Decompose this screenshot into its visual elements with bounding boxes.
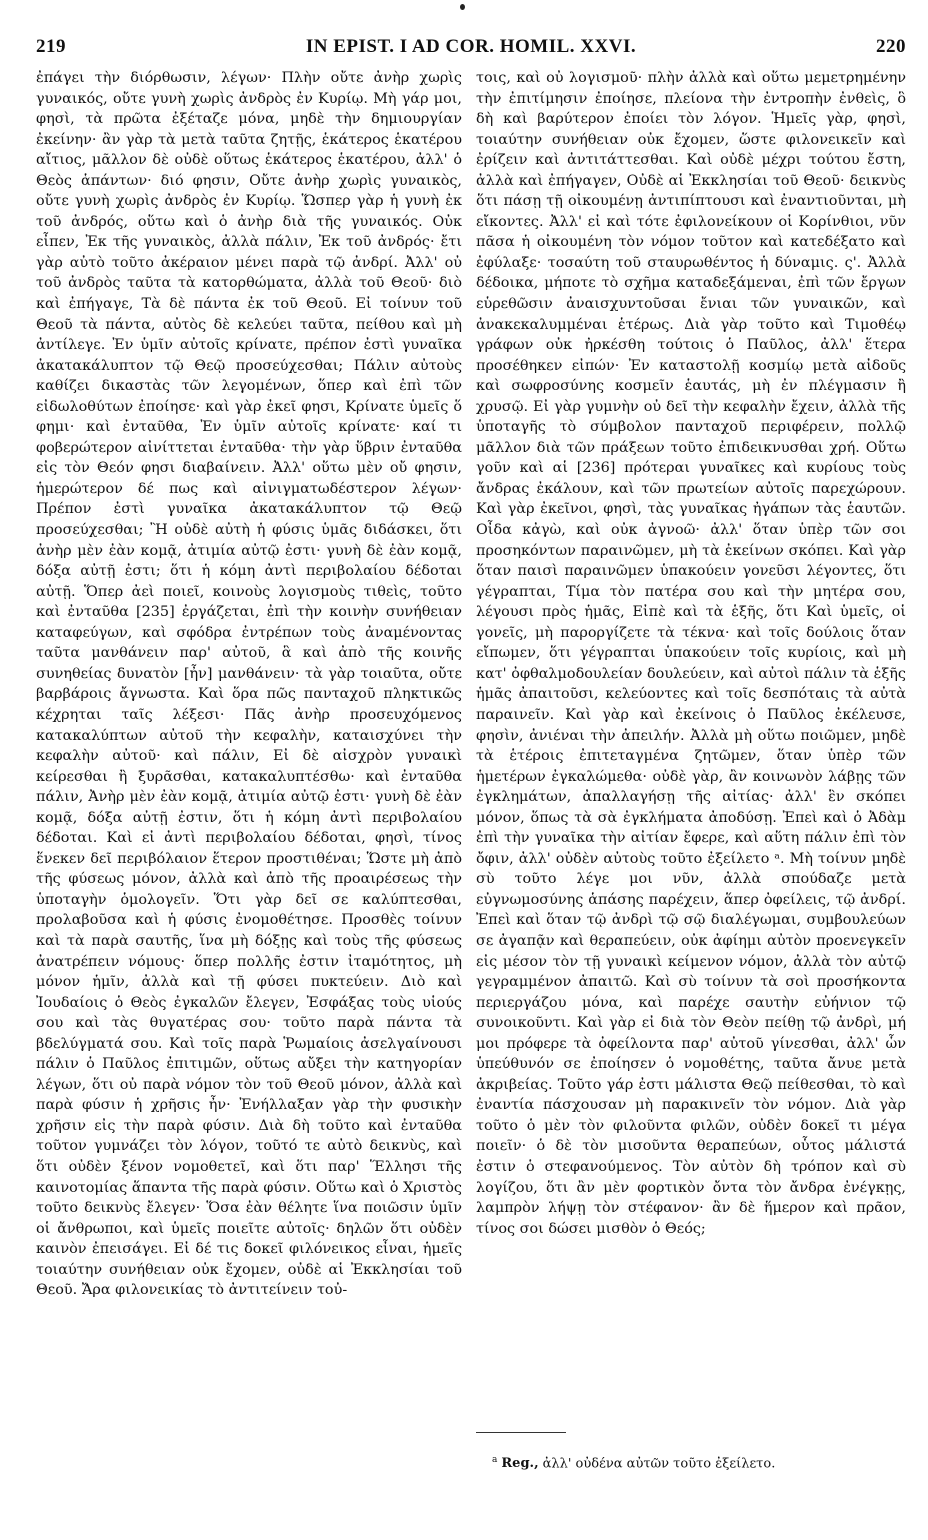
left-column [36,68,462,1508]
footnote-text: ἀλλ' οὐδένα αὐτῶν τοῦτο ἐξείλετο. [542,1456,776,1472]
running-title: IN EPIST. I AD COR. HOMIL. XXVI. [305,36,637,57]
right-column [476,68,906,1508]
footnote-rule [476,1432,566,1433]
left-column-text: ἐπάγει τὴν διόρθωσιν, λέγων· Πλὴν οὔτε ἀνὴρ χωρὶς γυναικός, οὔτε γυνὴ χωρὶς ἀνδρὸς ἐν Κυρίῳ. Μὴ γάρ μοι, φησὶ, τὰ πρῶτα ἐξέταζε μόνα, μηδὲ τὴν δημιουργίαν ἐκείνην· ἂν γὰρ τὰ μετὰ ταῦτα ζητῇς, ἑκάτερος ἑκατέρου αἴτιος, μᾶλλον δὲ οὐδὲ οὕτως ἑκάτερος ἑκατέρου, ἀλλ' ὁ Θεὸς ἁπάντων· διό φησιν, Οὔτε ἀνὴρ χωρὶς γυναικὸς, οὔτε γυνὴ χωρὶς ἀνδρὸς ἐν Κυρίῳ. Ὥσπερ γὰρ ἡ γυνὴ ἐκ τοῦ ἀνδρός, οὕτω καὶ ὁ ἀνὴρ διὰ τῆς γυναικός. Οὐκ εἶπεν, Ἐκ τῆς γυναικὸς, ἀλλὰ πάλιν, Ἐκ τοῦ ἀνδρός· ἔτι γὰρ αὐτὸ τοῦτο ἀκέραιον μένει παρὰ τῷ ἀνδρί. Ἀλλ' οὐ τοῦ ἀνδρὸς ταῦτα τὰ κατορθώματα, ἀλλὰ τοῦ Θεοῦ· διὸ καὶ ἐπήγαγε, Τὰ δὲ πάντα ἐκ τοῦ Θεοῦ. Εἰ τοίνυν τοῦ Θεοῦ τὰ πάντα, αὐτὸς δὲ κελεύει ταῦτα, πείθου καὶ μὴ ἀντίλεγε. Ἐν ὑμῖν αὐτοῖς κρίνατε, πρέπον ἐστὶ γυναῖκα ἀκατακάλυπτον τῷ Θεῷ προσεύχεσθαι; Πάλιν αὐτοὺς καθίζει δικαστὰς τῶν λεγομένων, ὅπερ καὶ ἐπὶ τῶν εἰδωλοθύτων ἐποίησε· καὶ γὰρ ἐκεῖ φησι, Κρίνατε ὑμεῖς ὅ φημι· καὶ ἐνταῦθα, Ἐν ὑμῖν αὐτοῖς κρίνατε· καί τι φοβερώτερον αἰνίττεται ἐνταῦθα· τὴν γὰρ ὕβριν ἐνταῦθα εἰς τὸν Θεόν φησι διαβαίνειν. Ἀλλ' οὕτω μὲν οὔ φησιν, ἡμερώτερον δέ πως καὶ αἰνιγματωδέστερον λέγων· Πρέπον ἐστὶ γυναῖκα ἀκατακάλυπτον τῷ Θεῷ προσεύχεσθαι; Ἢ οὐδὲ αὐτὴ ἡ φύσις ὑμᾶς διδάσκει, ὅτι ἀνὴρ μὲν ἐὰν κομᾷ, ἀτιμία αὐτῷ ἐστι· γυνὴ δὲ ἐὰν κομᾷ, δόξα αὐτῇ ἐστι; ὅτι ἡ κόμη ἀντὶ περιβολαίου δέδοται αὐτῇ. Ὅπερ ἀεὶ ποιεῖ, κοινοὺς λογισμοὺς τιθεὶς, τοῦτο καὶ ἐνταῦθα [235] ἐργάζεται, ἐπὶ τὴν κοινὴν συνήθειαν καταφεύγων, καὶ σφόδρα ἐντρέπων τοὺς ἀναμένοντας ταῦτα μανθάνειν παρ' αὐτοῦ, ἃ καὶ ἀπὸ τῆς κοινῆς συνηθείας δυνατὸν [ἦν] μανθάνειν· τὰ γὰρ τοιαῦτα, οὔτε βαρβάροις ἄγνωστα. Καὶ ὅρα πῶς πανταχοῦ πληκτικῶς κέχρηται ταῖς λέξεσι· Πᾶς ἀνὴρ προσευχόμενος κατακαλύπτων αὐτοῦ τὴν κεφαλὴν, καταισχύνει τὴν κεφαλὴν αὐτοῦ· καὶ πάλιν, Εἰ δὲ αἰσχρὸν γυναικὶ κείρεσθαι ἢ ξυρᾶσθαι, κατακαλυπτέσθω· καὶ ἐνταῦθα πάλιν, Ἀνὴρ μὲν ἐὰν κομᾷ, ἀτιμία αὐτῷ ἐστι· γυνὴ δὲ ἐὰν κομᾷ, δόξα αὐτῇ ἐστιν, ὅτι ἡ κόμη ἀντὶ περιβολαίου δέδοται. Καὶ εἰ ἀντὶ περιβολαίου δέδοται, φησὶ, τίνος ἕνεκεν δεῖ περιβόλαιον ἕτερον προστιθέναι; Ὥστε μὴ ἀπὸ τῆς φύσεως μόνον, ἀλλὰ καὶ ἀπὸ τῆς προαιρέσεως τὴν ὑποταγὴν ὁμολογεῖν. Ὅτι γὰρ δεῖ σε καλύπτεσθαι, προλαβοῦσα καὶ ἡ φύσις ἐνομοθέτησε. Προσθὲς τοίνυν καὶ τὰ παρὰ σαυτῆς, ἵνα μὴ δόξῃς καὶ τοὺς τῆς φύσεως ἀνατρέπειν νόμους· ὅπερ πολλῆς ἐστιν ἰταμότητος, μὴ μόνον ἡμῖν, ἀλλὰ καὶ τῇ φύσει πυκτεύειν. Διὸ καὶ Ἰουδαίοις ὁ Θεὸς ἐγκαλῶν ἔλεγεν, Ἐσφάξας τοὺς υἱούς σου καὶ τὰς θυγατέρας σου· τοῦτο παρὰ πάντα τὰ βδελύγματά σου. Καὶ τοῖς παρὰ Ῥωμαίοις ἀσελγαίνουσι πάλιν ὁ Παῦλος ἐπιτιμῶν, οὕτως αὔξει τὴν κατηγορίαν λέγων, ὅτι οὐ παρὰ νόμον τὸν τοῦ Θεοῦ μόνον, ἀλλὰ καὶ παρὰ φύσιν ἡ χρῆσις ἦν· Ἐνήλλαξαν γὰρ τὴν φυσικὴν χρῆσιν εἰς τὴν παρὰ φύσιν. Διὰ δὴ τοῦτο καὶ ἐνταῦθα τοῦτον γυμνάζει τὸν λόγον, τοῦτό τε αὐτὸ δεικνὺς, καὶ ὅτι οὐδὲν ξένον νομοθετεῖ, καὶ ὅτι παρ' Ἕλλησι τῆς καινοτομίας ἅπαντα τῆς παρὰ φύσιν. Οὕτω καὶ ὁ Χριστὸς τοῦτο δεικνὺς ἔλεγεν· Ὅσα ἐὰν θέλητε ἵνα ποιῶσιν ὑμῖν οἱ ἄνθρωποι, καὶ ὑμεῖς ποιεῖτε αὐτοῖς· δηλῶν ὅτι οὐδὲν καινὸν ἐπεισάγει. Εἰ δέ τις δοκεῖ φιλόνεικος εἶναι, ἡμεῖς τοιαύτην συνήθειαν οὐκ ἔχομεν, οὐδὲ αἱ Ἐκκλησίαι τοῦ Θεοῦ. Ἄρα φιλονεικίας τὸ ἀντιτείνειν τοὐ- [36,70,462,1299]
page-number-right: 220 [876,36,906,57]
running-header [36,36,906,62]
footnote-source: Reg., [501,1456,539,1472]
right-column-text: τοις, καὶ οὐ λογισμοῦ· πλὴν ἀλλὰ καὶ οὕτω μεμετρημένην τὴν ἐπιτίμησιν ἐποίησε, πλείονα τὴν ἐντροπὴν ἐνθεὶς, ὃ δὴ καὶ βαρύτερον ἐποίει τὸν λόγον. Ἡμεῖς γὰρ, φησὶ, τοιαύτην συνήθειαν οὐκ ἔχομεν, ὥστε φιλονεικεῖν καὶ ἐρίζειν καὶ ἀντιτάττεσθαι. Καὶ οὐδὲ μέχρι τούτου ἔστη, ἀλλὰ καὶ ἐπήγαγεν, Οὐδὲ αἱ Ἐκκλησίαι τοῦ Θεοῦ· δεικνὺς ὅτι πάσῃ τῇ οἰκουμένῃ ἀντιπίπτουσι καὶ ἐναντιοῦνται, μὴ εἴκοντες. Ἀλλ' εἰ καὶ τότε ἐφιλονείκουν οἱ Κορίνθιοι, νῦν πᾶσα ἡ οἰκουμένη τὸν νόμον τοῦτον καὶ κατεδέξατο καὶ ἐφύλαξε· τοσαύτη τοῦ σταυρωθέντος ἡ δύναμις. ς'. Ἀλλὰ δέδοικα, μήποτε τὸ σχῆμα καταδεξάμεναι, ἐπὶ τῶν ἔργων εὑρεθῶσιν ἀναισχυντοῦσαι ἔνιαι τῶν γυναικῶν, καὶ ἀνακεκαλυμμέναι ἑτέρως. Διὰ γὰρ τοῦτο καὶ Τιμοθέῳ γράφων οὐκ ἠρκέσθη τούτοις ὁ Παῦλος, ἀλλ' ἕτερα προσέθηκεν εἰπών· Ἐν καταστολῇ κοσμίῳ μετὰ αἰδοῦς καὶ σωφροσύνης κοσμεῖν ἑαυτάς, μὴ ἐν πλέγμασιν ἢ χρυσῷ. Εἰ γὰρ γυμνὴν οὐ δεῖ τὴν κεφαλὴν ἔχειν, ἀλλὰ τῆς ὑποταγῆς τὸ σύμβολον πανταχοῦ περιφέρειν, πολλῷ μᾶλλον διὰ τῶν πράξεων τοῦτο ἐπιδεικνυσθαι χρή. Οὕτω γοῦν καὶ αἱ [236] πρότεραι γυναῖκες καὶ κυρίους τοὺς ἄνδρας ἐκάλουν, καὶ τῶν πρωτείων αὐτοῖς παρεχώρουν. Καὶ γὰρ ἐκεῖνοι, φησὶ, τὰς γυναῖκας ἠγάπων τὰς ἑαυτῶν. Οἶδα κἀγὼ, καὶ οὐκ ἀγνοῶ· ἀλλ' ὅταν ὑπὲρ τῶν σοι προσηκόντων παραινῶμεν, μὴ τὰ ἐκείνων σκόπει. Καὶ γὰρ ὅταν παισὶ παραινῶμεν ὑπακούειν γονεῦσι λέγοντες, ὅτι γέγραπται, Τίμα τὸν πατέρα σου καὶ τὴν μητέρα σου, λέγουσι πρὸς ἡμᾶς, Εἰπὲ καὶ τὰ ἑξῆς, ὅτι Καὶ ὑμεῖς, οἱ γονεῖς, μὴ παροργίζετε τὰ τέκνα· καὶ τοῖς δούλοις ὅταν εἴπωμεν, ὅτι γέγραπται ὑπακούειν τοῖς κυρίοις, καὶ μὴ κατ' ὀφθαλμοδουλείαν δουλεύειν, καὶ αὐτοὶ πάλιν τὰ ἑξῆς ἡμᾶς ἀπαιτοῦσι, κελεύοντες καὶ τοῖς δεσπόταις τὰ αὐτὰ παραινεῖν. Καὶ γὰρ καὶ ἐκείνοις ὁ Παῦλος ἐκέλευσε, φησὶν, ἀνιέναι τὴν ἀπειλήν. Ἀλλὰ μὴ οὕτω ποιῶμεν, μηδὲ τὰ ἑτέροις ἐπιτεταγμένα ζητῶμεν, ὅταν ὑπὲρ τῶν ἡμετέρων ἐγκαλώμεθα· οὐδὲ γὰρ, ἂν κοινωνὸν λάβῃς τῶν ἐγκλημάτων, ἀπαλλαγήσῃ τῆς αἰτίας· ἀλλ' ἓν σκόπει μόνον, ὅπως τὰ σὰ ἐγκλήματα ἀποδύσῃ. Ἐπεὶ καὶ ὁ Ἀδὰμ ἐπὶ τὴν γυναῖκα τὴν αἰτίαν ἔφερε, καὶ αὕτη πάλιν ἐπὶ τὸν ὄφιν, ἀλλ' οὐδὲν αὐτοὺς τοῦτο ἐξείλετο ᵃ. Μὴ τοίνυν μηδὲ σὺ τοῦτο λέγε μοι νῦν, ἀλλὰ σπούδαζε μετὰ εὐγνωμοσύνης ἁπάσης παρέχειν, ἅπερ ὀφείλεις, τῷ ἀνδρί. Ἐπεὶ καὶ ὅταν τῷ ἀνδρὶ τῷ σῷ διαλέγωμαι, συμβουλεύων σε ἀγαπᾷν καὶ θεραπεύειν, οὐκ ἀφίημι αὐτὸν προενεγκεῖν εἰς μέσον τὸν τῇ γυναικὶ κείμενον νόμον, ἀλλὰ τὸν αὐτῷ γεγραμμένον ἀπαιτῶ. Καὶ σὺ τοίνυν τὰ σοὶ προσήκοντα περιεργάζου μόνα, καὶ παρέχε σαυτὴν εὐήνιον τῷ συνοικοῦντι. Καὶ γὰρ εἰ διὰ τὸν Θεὸν πείθῃ τῷ ἀνδρὶ, μή μοι πρόφερε τὰ ὀφείλοντα παρ' αὐτοῦ γίνεσθαι, ἀλλ' ὧν ὑπεύθυνόν σε ἐποίησεν ὁ νομοθέτης, ταῦτα ἄνυε μετὰ ἀκριβείας. Τοῦτο γάρ ἐστι μάλιστα Θεῷ πείθεσθαι, τὸ καὶ ἐναντία πάσχουσαν μὴ παρακινεῖν τὸν νόμον. Διὰ γὰρ τοῦτο ὁ μὲν τὸν φιλοῦντα φιλῶν, οὐδὲν δοκεῖ τι μέγα ποιεῖν· ὁ δὲ τὸν μισοῦντα θεραπεύων, οὗτος μάλιστά ἐστιν ὁ στεφανούμενος. Τὸν αὐτὸν δὴ τρόπον καὶ σὺ λογίζου, ὅτι ἂν μὲν φορτικὸν ὄντα τὸν ἄνδρα ἐνέγκῃς, λαμπρὸν λήψῃ τὸν στέφανον· ἂν δὲ ἥμερον καὶ πρᾶον, τίνος σοι δώσει μισθὸν ὁ Θεός; [476,70,906,1237]
footnote [492,1452,892,1472]
top-dot-mark [460,4,465,10]
footnote-mark: a [492,1455,498,1465]
page-number-left: 219 [36,36,66,57]
